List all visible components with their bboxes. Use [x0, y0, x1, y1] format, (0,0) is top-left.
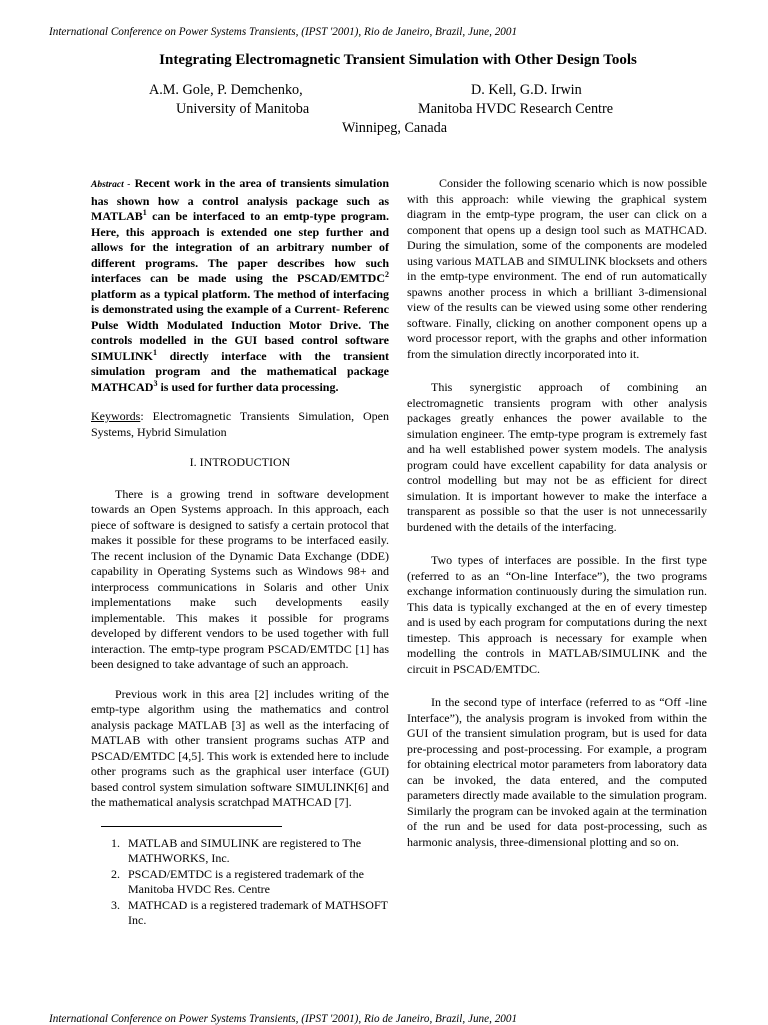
- left-authors: A.M. Gole, P. Demchenko,: [149, 82, 303, 98]
- footnote-item: 2. PSCAD/EMTDC is a registered trademark of the Manitoba HVDC Res. Centre: [111, 866, 364, 896]
- abstract-text-2: can be interfaced to an emtp-type program. Here, this approach is extended one step further and allows for the integration of an arbitrary number of different programs. The paper describes how such interfaces can be made using the PSCAD/EMTDC: [91, 209, 389, 285]
- abstract-text-3: platform as a typical platform. The method of interfacing is demonstrated using the example of a Current- Referenc Pulse Width Modulated Induction Motor Drive. The controls modelled in the GUI based control software SIMULINK: [91, 286, 389, 363]
- abstract: [91, 176, 389, 395]
- footnote-mark-3: 1: [153, 347, 158, 357]
- section-heading-introduction: I. INTRODUCTION: [189, 455, 291, 469]
- paper-title: Integrating Electromagnetic Transient Simulation with Other Design Tools: [159, 52, 637, 68]
- running-footer: International Conference on Power Systems Transients, (IPST '2001), Rio de Janeiro, Brazil, June, 2001: [49, 1013, 518, 1025]
- author-location: Winnipeg, Canada: [342, 120, 448, 136]
- footnote-item: 3. MATHCAD is a registered trademark of MATHSOFT Inc.: [111, 897, 388, 927]
- footnote-mark-1: 1: [142, 208, 147, 217]
- body-paragraph-scenario: Consider the following scenario which is now possible with this approach: while viewing the graphical system diagram in the emtp-type program, the user can click on a component that opens up a design tool such as MATHCAD. During the simulation, some of the components are modeled using various MATLAB and SIMULINK blocksets and others in the emtp-type environment. The end of run automatically spawns another process in which a brilliant 3-dimensional view of the results can be viewed using some other rendering software. Finally, clicking on another component opens up a word processor report, with the graphs and other information from the simulation directly incorporated into it.: [407, 176, 707, 361]
- running-header: International Conference on Power Systems Transients, (IPST '2001), Rio de Janeiro, Brazil, June, 2001: [49, 26, 518, 38]
- abstract-text-5: is used for further data processing.: [157, 379, 339, 394]
- footnote-mark-4: 3: [153, 378, 158, 388]
- right-affiliation: Manitoba HVDC Research Centre: [418, 101, 614, 117]
- body-paragraph-online-interface: Two types of interfaces are possible. In the first type (referred to as an “On-line Interface”), the two programs exchange information continuously during the simulation run. This data is typically exchanged at the en of every timestep and is used by each program for computations during the next timestep. This approach is necessary for example when modelling the controls in MATLAB/SIMULINK and the circuit in PSCAD/EMTDC.: [407, 553, 707, 676]
- abstract-label: Abstract -: [91, 180, 131, 190]
- keywords-label: Keywords: [91, 409, 141, 423]
- footnote-item: 1. MATLAB and SIMULINK are registered to The MATHWORKS, Inc.: [111, 835, 362, 865]
- intro-paragraph-2: Previous work in this area [2] includes writing of the emtp-type algorithm using the mathematics and control analysis package MATLAB [3] as well as the interfacing of MATLAB with other transient programs suchas ATP and PSCAD/EMTDC [4,5]. This work is extended here to include other programs such as the graphical user interface (GUI) based control system simulation software SIMULINK[6] and the mathematical analysis scratchpad MATHCAD [7].: [91, 686, 389, 809]
- left-affiliation: University of Manitoba: [176, 101, 310, 117]
- abstract-text-1: Recent work in the area of transients simulation has shown how a control analysis package such as MATLAB: [91, 176, 390, 223]
- keywords-text: : Electromagnetic Transients Simulation, Open Systems, Hybrid Simulation: [91, 409, 389, 439]
- footnote-rule: [101, 826, 282, 827]
- body-paragraph-offline-interface: In the second type of interface (referred to as “Off -line Interface”), the analysis program is invoked from within the GUI of the transient simulation program, but is used for data pre-processing and post-processing. For example, a program for obtaining electrical motor parameters from laboratory data can be invoked, the data entered, and the computed parameters directly made available to the simulation program. Similarly the program can be invoked again at the termination of the run and be used for data post-processing, such as harmonic analysis, three-dimensional plotting and so on.: [407, 695, 707, 849]
- left-column: [91, 176, 389, 929]
- keywords: [91, 409, 389, 440]
- abstract-text-4: directly interface with the transient simulation program and the mathematical package MATHCAD: [91, 348, 389, 394]
- body-paragraph-synergy: This synergistic approach of combining an electromagnetic transients program with other analysis packages greatly enhances the power available to the simulation engineer. The emtp-type program is extremely fast and ha well established power system models. The analysis program could have excellent capability for data analysis or control modelling but may not be as efficient for direct simulation. It is important however to make the interface a transparent as possible so that the user is not unnecessarily burdened with the details of the interfacing.: [407, 380, 707, 534]
- right-authors: D. Kell, G.D. Irwin: [471, 82, 582, 98]
- intro-paragraph-1: There is a growing trend in software development towards an Open Systems approach. In this approach, each piece of software is designed to satisfy a certain protocol that makes it possible for these programs to be interfaced easily. The recent inclusion of the Dynamic Data Exchange (DDE) capability in Operating Systems such as Windows 98+ and interprocess communications in Solaris and other Unix implementations make such developments easily implementable. This makes it possible for programs developed by different vendors to be used together with full interaction. The emtp-type program PSCAD/EMTDC [1] has been designed to take advantage of such an approach.: [91, 486, 389, 671]
- right-column: [407, 176, 707, 850]
- footnote-mark-2: 2: [385, 270, 389, 279]
